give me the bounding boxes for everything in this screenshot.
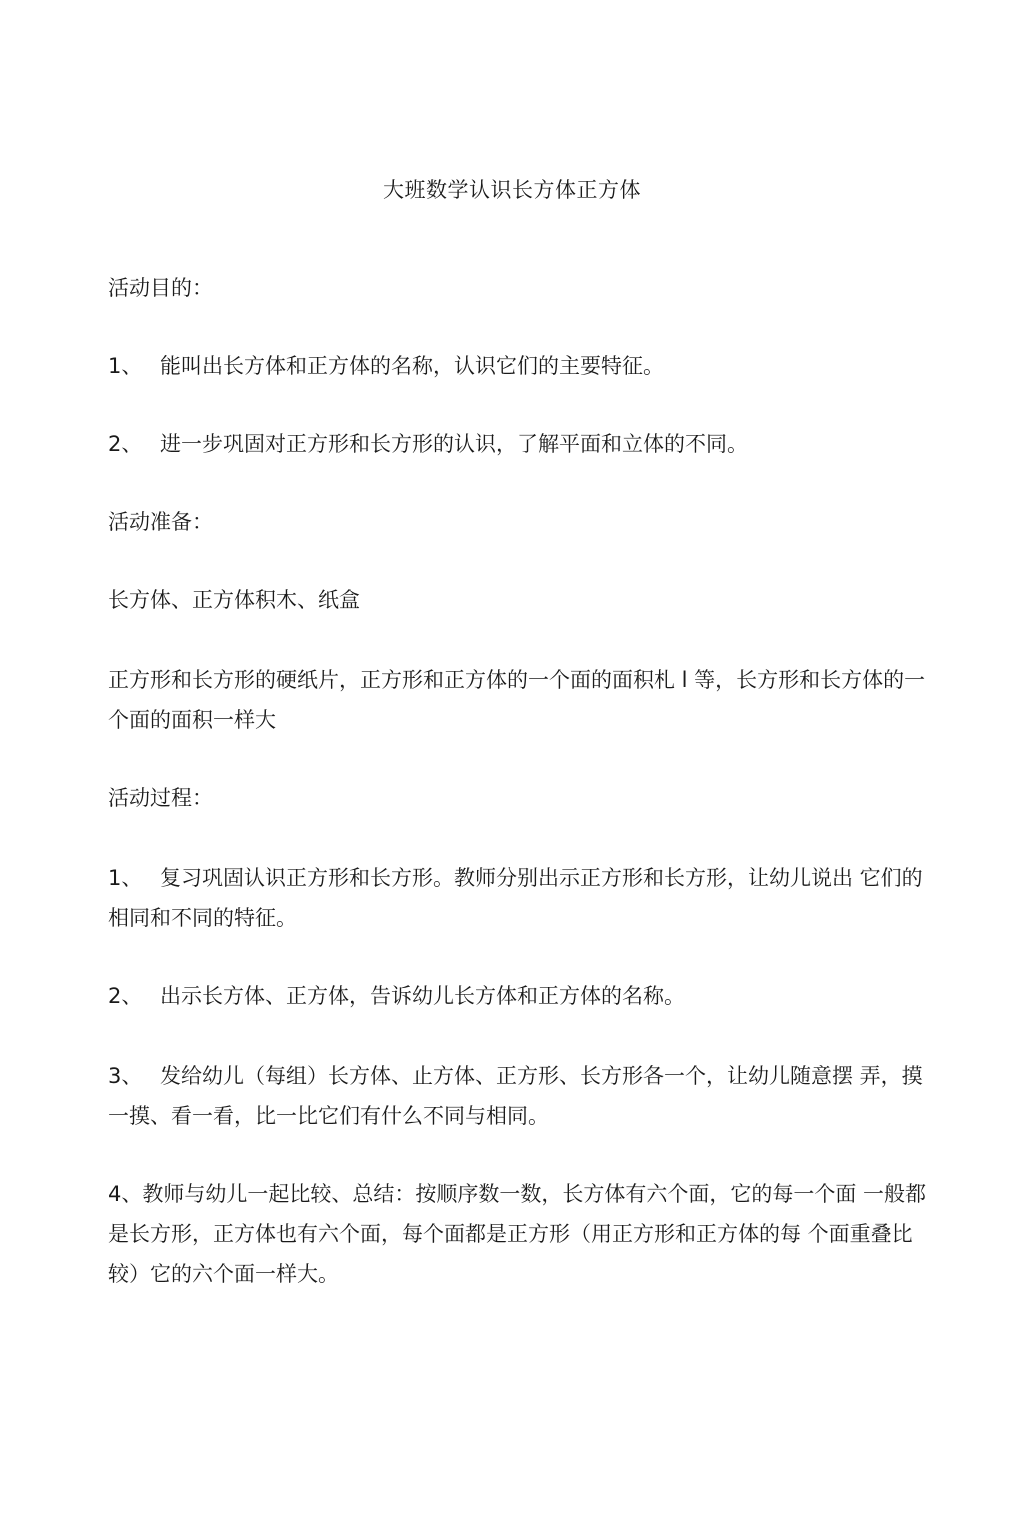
step-text: 教师与幼儿一起比较、总结：按顺序数一数，长方体有六个面，它的每一个面 一般都是长方形，正方体也有六个面，每个面都是正方形（用正方形和正方体的每 个面重叠比较）它的六个面一样大。	[108, 1182, 927, 1286]
step-number: 4、	[108, 1182, 143, 1206]
prep-item-1: 长方体、正方体积木、纸盒	[108, 588, 360, 612]
step-text: 发给幼儿（每组）长方体、止方体、正方形、长方形各一个，让幼儿随意摆 弄，摸一摸、看一看，比一比它们有什么不同与相同。	[108, 1064, 923, 1128]
step-item-3	[108, 1056, 928, 1136]
goal-item-2	[108, 424, 928, 464]
step-number: 3、	[108, 1064, 143, 1088]
goal-number: 1、	[108, 354, 143, 378]
section-heading-goal: 活动目的：	[108, 276, 213, 300]
step-item-4	[108, 1174, 928, 1294]
step-number: 2、	[108, 984, 143, 1008]
step-text: 出示长方体、正方体，告诉幼儿长方体和正方体的名称。	[160, 984, 685, 1008]
section-heading-process: 活动过程：	[108, 786, 213, 810]
section-heading-prep: 活动准备：	[108, 510, 213, 534]
step-item-1	[108, 858, 928, 938]
step-text: 复习巩固认识正方形和长方形。教师分别出示正方形和长方形，让幼儿说出 它们的相同和不同的特征。	[108, 866, 923, 930]
step-item-2	[108, 976, 928, 1016]
goal-number: 2、	[108, 432, 143, 456]
goal-text: 进一步巩固对正方形和长方形的认识，了解平面和立体的不同。	[160, 432, 748, 456]
prep-item-2: 正方形和长方形的硬纸片，正方形和正方体的一个面的面积札 l 等，长方形和长方体的一个面的面积一样大	[108, 668, 926, 732]
goal-text: 能叫出长方体和正方体的名称，认识它们的主要特征。	[160, 354, 664, 378]
document-title: 大班数学认识长方体正方体	[383, 178, 641, 202]
step-number: 1、	[108, 866, 143, 890]
goal-item-1	[108, 346, 928, 386]
